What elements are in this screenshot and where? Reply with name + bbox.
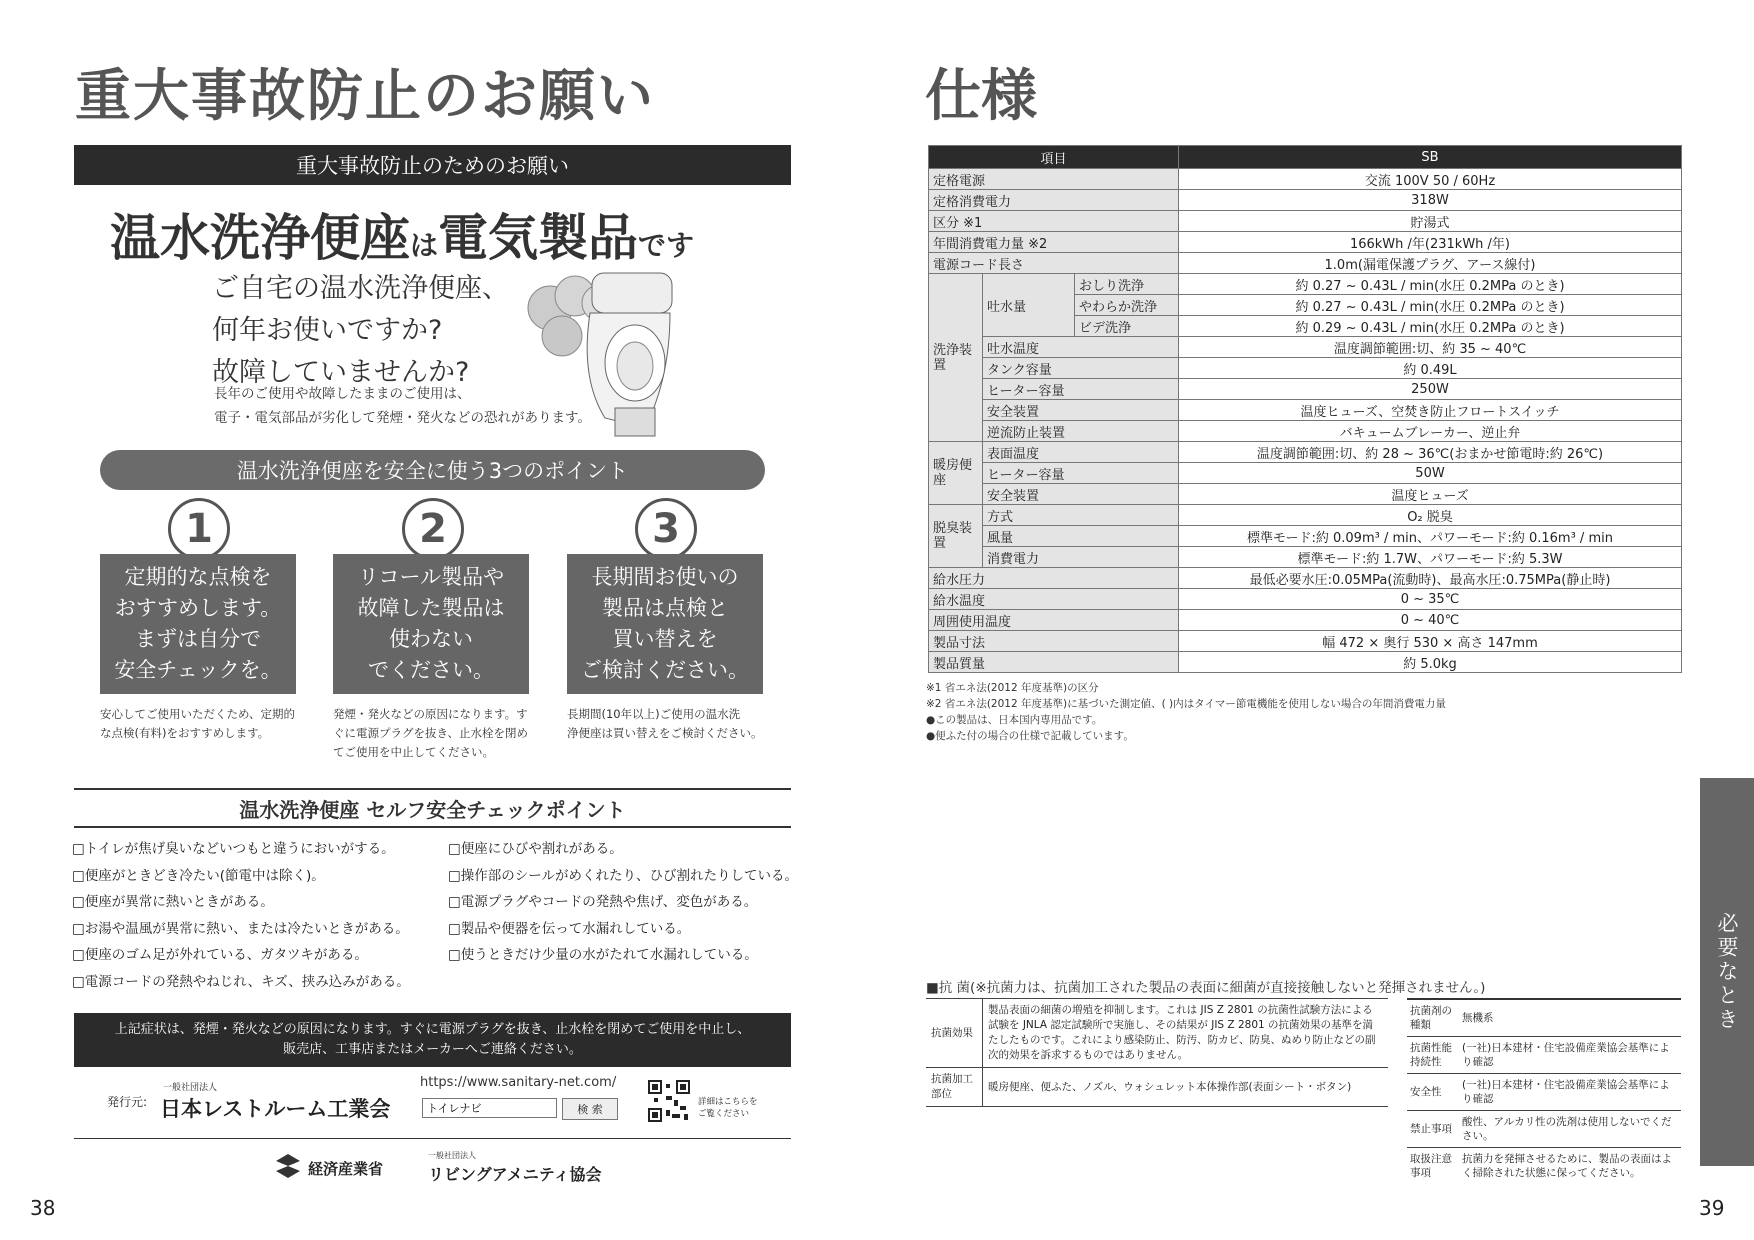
antibac-key: 抗菌効果 bbox=[926, 999, 983, 1068]
question-line: 故障していませんか? bbox=[212, 357, 470, 388]
check-item: □電源プラグやコードの発熱や焦げ、変色がある。 bbox=[448, 894, 758, 910]
check-item: □製品や便器を伝って水漏れしている。 bbox=[448, 920, 691, 937]
antibac-key: 取扱注意事項 bbox=[1410, 1153, 1452, 1179]
point-desc-2 bbox=[333, 705, 528, 762]
antibac-row bbox=[1407, 1148, 1681, 1185]
spec-row bbox=[929, 421, 1682, 442]
spec-row bbox=[929, 463, 1682, 484]
note-line: ※1 省エネ法(2012 年度基準)の区分 bbox=[926, 682, 1099, 694]
point-desc-line: 浄便座は買い替えをご検討ください。 bbox=[567, 726, 763, 740]
spec-value: 318W bbox=[1179, 190, 1682, 211]
spec-row bbox=[929, 442, 1682, 463]
point-desc-line: てご使用を中止してください。 bbox=[333, 745, 494, 759]
spec-row bbox=[929, 526, 1682, 547]
check-item: □便座が異常に熱いときがある。 bbox=[72, 894, 274, 910]
point-line: 故障した製品は bbox=[357, 596, 505, 620]
living-org-type: 一般社団法人 bbox=[428, 1151, 476, 1160]
spec-label: 給水圧力 bbox=[929, 568, 1179, 589]
point-box-3 bbox=[567, 554, 763, 694]
warning-line: 長年のご使用や故障したままのご使用は、 bbox=[214, 386, 471, 402]
spec-value: 約 0.27 ~ 0.43L / min(水圧 0.2MPa のとき) bbox=[1179, 274, 1682, 295]
point-line: 長期間お使いの bbox=[591, 565, 739, 589]
spec-row bbox=[929, 568, 1682, 589]
spec-label: 定格消費電力 bbox=[929, 190, 1179, 211]
check-item: □お湯や温風が異常に熱い、または冷たいときがある。 bbox=[72, 920, 409, 937]
spec-label: 表面温度 bbox=[983, 442, 1179, 463]
spec-value: 交流 100V 50 / 60Hz bbox=[1179, 169, 1682, 190]
spec-label: 風量 bbox=[983, 526, 1179, 547]
point-line: まずは自分で bbox=[135, 627, 261, 651]
point-line: 使わない bbox=[389, 627, 473, 651]
spec-table bbox=[928, 145, 1682, 673]
spec-label: 方式 bbox=[983, 505, 1179, 526]
spec-row bbox=[929, 589, 1682, 610]
spec-value: 約 0.49L bbox=[1179, 358, 1682, 379]
spec-row bbox=[929, 169, 1682, 190]
point-desc-line: 長期間(10年以上)ご使用の温水洗 bbox=[567, 707, 741, 721]
spec-value: 最低必要水圧:0.05MPa(流動時)、最高水圧:0.75MPa(静止時) bbox=[1179, 568, 1682, 589]
spec-sub-spout: 吐水量 bbox=[983, 274, 1075, 337]
antibac-value: 酸性、アルカリ性の洗剤は使用しないでください。 bbox=[1462, 1116, 1672, 1142]
point-desc-line: 発煙・発火などの原因になります。す bbox=[333, 707, 528, 721]
antibac-row bbox=[926, 999, 1388, 1068]
spec-group-heating: 暖房便座 bbox=[929, 442, 983, 505]
search-input[interactable] bbox=[422, 1098, 557, 1118]
search-button-label: 検 索 bbox=[577, 1103, 603, 1116]
spec-label: 周囲使用温度 bbox=[929, 610, 1179, 631]
spec-value: 1.0m(漏電保護プラグ、アース線付) bbox=[1179, 253, 1682, 274]
antibac-row bbox=[1407, 1074, 1681, 1111]
spec-label: 逆流防止装置 bbox=[983, 421, 1179, 442]
spec-row bbox=[929, 400, 1682, 421]
spec-value: 約 0.27 ~ 0.43L / min(水圧 0.2MPa のとき) bbox=[1179, 295, 1682, 316]
org-type: 一般社団法人 bbox=[163, 1083, 218, 1093]
spec-label: 製品質量 bbox=[929, 652, 1179, 673]
spec-label: 吐水温度 bbox=[983, 337, 1179, 358]
antibac-key: 抗菌加工部位 bbox=[926, 1068, 983, 1107]
point-number-1: 1 bbox=[168, 498, 230, 560]
spec-value: 温度ヒューズ、空焚き防止フロートスイッチ bbox=[1179, 400, 1682, 421]
qr-note-line: ご覧ください bbox=[698, 1109, 750, 1119]
spec-value: 250W bbox=[1179, 379, 1682, 400]
spec-row bbox=[929, 547, 1682, 568]
spec-label: 区分 ※1 bbox=[929, 211, 1179, 232]
point-desc-line: な点検(有料)をおすすめします。 bbox=[100, 726, 270, 740]
spec-value: 貯湯式 bbox=[1179, 211, 1682, 232]
spec-row bbox=[929, 652, 1682, 673]
antibac-row bbox=[926, 1068, 1388, 1107]
antibac-key: 抗菌剤の種類 bbox=[1410, 1005, 1452, 1031]
spec-row bbox=[929, 337, 1682, 358]
point-line: リコール製品や bbox=[357, 565, 505, 589]
spec-value: バキュームブレーカー、逆止弁 bbox=[1179, 421, 1682, 442]
spec-row bbox=[929, 190, 1682, 211]
point-line: ご検討ください。 bbox=[581, 658, 749, 682]
spec-label: 安全装置 bbox=[983, 484, 1179, 505]
spec-row bbox=[929, 631, 1682, 652]
points-title-bar: 温水洗浄便座を安全に使う3つのポイント bbox=[100, 450, 765, 490]
spec-row bbox=[929, 610, 1682, 631]
page-title-left: 重大事故防止のお願い bbox=[75, 64, 655, 129]
qr-note-line: 詳細はこちらを bbox=[698, 1097, 758, 1107]
check-item: □トイレが焦げ臭いなどいつもと違うにおいがする。 bbox=[72, 841, 395, 857]
spec-value: 0 ~ 35℃ bbox=[1179, 589, 1682, 610]
spec-header-item: 項目 bbox=[929, 146, 1179, 169]
note-line: ●便ふた付の場合の仕様で記載しています。 bbox=[926, 730, 1134, 742]
spec-row bbox=[929, 253, 1682, 274]
antibac-value: 無機系 bbox=[1462, 1012, 1494, 1024]
self-check-title: 温水洗浄便座 セルフ安全チェックポイント bbox=[74, 788, 791, 828]
contact-line: 上記症状は、発煙・発火などの原因になります。すぐに電源プラグを抜き、止水栓を閉めてご使用を中止し、 bbox=[114, 1022, 751, 1037]
check-item: □便座のゴム足が外れている、ガタツキがある。 bbox=[72, 947, 368, 963]
point-line: 安全チェックを。 bbox=[114, 658, 282, 682]
check-item: □操作部のシールがめくれたり、ひび割れたりしている。 bbox=[448, 867, 798, 884]
warning-line: 電子・電気部品が劣化して発煙・発火などの恐れがあります。 bbox=[214, 410, 591, 426]
contact-line: 販売店、工事店またはメーカーへご連絡ください。 bbox=[283, 1042, 582, 1057]
divider bbox=[74, 1138, 791, 1139]
antibac-row bbox=[1407, 1037, 1681, 1074]
spec-label: ヒーター容量 bbox=[983, 379, 1179, 400]
spec-value: 標準モード:約 0.09m³ / min、パワーモード:約 0.16m³ / min bbox=[1179, 526, 1682, 547]
spec-label: タンク容量 bbox=[983, 358, 1179, 379]
spec-value: O₂ 脱臭 bbox=[1179, 505, 1682, 526]
publisher-label: 発行元: bbox=[107, 1095, 148, 1109]
spec-label: 安全装置 bbox=[983, 400, 1179, 421]
qr-code-icon[interactable] bbox=[648, 1080, 690, 1122]
antibac-row bbox=[1407, 1111, 1681, 1148]
contact-notice-bar bbox=[74, 1013, 791, 1067]
spec-label: やわらか洗浄 bbox=[1075, 295, 1179, 316]
spec-label: 電源コード長さ bbox=[929, 253, 1179, 274]
antibac-value: 製品表面の細菌の増殖を抑制します。これは JIS Z 2801 の抗菌性試験方法による試験を JNLA 認定試験所で実施し、その結果が JIS Z 2801 の抗菌効果の基準を満たしたものです。これにより感染防止、防汚、防カビ、防臭、ぬめり防止などの副次的効果を訴求するものではありません。 bbox=[983, 999, 1389, 1068]
question-block bbox=[212, 268, 509, 394]
check-item: □便座にひびや割れがある。 bbox=[448, 841, 623, 857]
spec-row bbox=[929, 379, 1682, 400]
qr-note bbox=[698, 1096, 758, 1120]
spec-label: おしり洗浄 bbox=[1075, 274, 1179, 295]
spec-label: 消費電力 bbox=[983, 547, 1179, 568]
point-number-3: 3 bbox=[635, 498, 697, 560]
check-item: □電源コードの発熱やねじれ、キズ、挟み込みがある。 bbox=[72, 973, 410, 990]
antibac-key: 禁止事項 bbox=[1410, 1123, 1452, 1135]
spec-row bbox=[929, 358, 1682, 379]
antibac-key: 安全性 bbox=[1410, 1086, 1442, 1098]
search-button[interactable] bbox=[562, 1098, 618, 1120]
antibac-value: (一社)日本建材・住宅設備産業協会基準により確認 bbox=[1462, 1042, 1670, 1068]
point-desc-3 bbox=[567, 705, 763, 743]
website-url[interactable]: https://www.sanitary-net.com/ bbox=[420, 1075, 617, 1090]
question-line: 何年お使いですか? bbox=[212, 315, 443, 346]
spec-label: 給水温度 bbox=[929, 589, 1179, 610]
spec-value: 約 0.29 ~ 0.43L / min(水圧 0.2MPa のとき) bbox=[1179, 316, 1682, 337]
page-number-right: 39 bbox=[1699, 1196, 1725, 1220]
spec-label: 定格電源 bbox=[929, 169, 1179, 190]
publisher-name: 日本レストルーム工業会 bbox=[160, 1097, 391, 1121]
spec-group-deodor: 脱臭装置 bbox=[929, 505, 983, 568]
point-line: 定期的な点検を bbox=[124, 565, 272, 589]
antibac-row bbox=[1407, 999, 1681, 1037]
page-title-right: 仕様 bbox=[925, 64, 1037, 129]
point-line: 製品は点検と bbox=[602, 596, 728, 620]
antibac-key: 抗菌性能持続性 bbox=[1410, 1042, 1452, 1068]
note-line: ※2 省エネ法(2012 年度基準)に基づいた測定値、( )内はタイマー節電機能を使用しない場合の年間消費電力量 bbox=[926, 698, 1446, 710]
point-line: おすすめします。 bbox=[114, 596, 282, 620]
spec-label: 製品寸法 bbox=[929, 631, 1179, 652]
spec-row bbox=[929, 274, 1682, 295]
page-number-left: 38 bbox=[30, 1196, 56, 1220]
spec-row bbox=[929, 232, 1682, 253]
spec-row bbox=[929, 505, 1682, 526]
spec-value: 166kWh /年(231kWh /年) bbox=[1179, 232, 1682, 253]
notice-bar: 重大事故防止のためのお願い bbox=[74, 145, 791, 185]
antibacterial-heading: ■抗 菌(※抗菌力は、抗菌加工された製品の表面に細菌が直接接触しないと発揮されません。) bbox=[926, 980, 1486, 996]
spec-notes bbox=[926, 680, 1446, 744]
smoking-toilet-illustration bbox=[520, 268, 680, 438]
spec-value: 温度ヒューズ bbox=[1179, 484, 1682, 505]
spec-value: 温度調節範囲:切、約 35 ~ 40℃ bbox=[1179, 337, 1682, 358]
spec-label: ヒーター容量 bbox=[983, 463, 1179, 484]
section-tab-side[interactable]: 必要なとき bbox=[1700, 778, 1754, 1166]
headline bbox=[110, 198, 694, 270]
point-desc-line: ぐに電源プラグを抜き、止水栓を閉め bbox=[333, 726, 529, 740]
spec-header-row bbox=[929, 146, 1682, 169]
check-item: □使うときだけ少量の水がたれて水漏れしている。 bbox=[448, 947, 758, 963]
spec-value: 0 ~ 40℃ bbox=[1179, 610, 1682, 631]
headline-part1: 温水洗浄便座 bbox=[110, 209, 410, 267]
headline-part3: 電気製品 bbox=[438, 209, 639, 267]
point-desc-line: 安心してご使用いただくため、定期的 bbox=[100, 707, 296, 721]
question-line: ご自宅の温水洗浄便座、 bbox=[212, 273, 509, 304]
antibac-value: (一社)日本建材・住宅設備産業協会基準により確認 bbox=[1462, 1079, 1670, 1105]
note-line: ●この製品は、日本国内専用品です。 bbox=[926, 714, 1103, 726]
point-line: でください。 bbox=[368, 658, 494, 682]
check-list-right bbox=[448, 836, 798, 969]
point-box-2 bbox=[333, 554, 529, 694]
headline-part4: です bbox=[638, 229, 695, 262]
spec-label: 年間消費電力量 ※2 bbox=[929, 232, 1179, 253]
spec-label: ビデ洗浄 bbox=[1075, 316, 1179, 337]
point-box-1 bbox=[100, 554, 296, 694]
point-line: 買い替えを bbox=[612, 627, 718, 651]
spec-value: 50W bbox=[1179, 463, 1682, 484]
antibac-value: 暖房便座、便ふた、ノズル、ウォシュレット本体操作部(表面シート・ボタン) bbox=[983, 1068, 1389, 1107]
point-desc-1 bbox=[100, 705, 295, 743]
spec-value: 標準モード:約 1.7W、パワーモード:約 5.3W bbox=[1179, 547, 1682, 568]
antibac-value: 抗菌力を発揮させるために、製品の表面はよく掃除された状態に保ってください。 bbox=[1462, 1153, 1672, 1179]
headline-part2: は bbox=[410, 229, 439, 262]
spec-value: 約 5.0kg bbox=[1179, 652, 1682, 673]
meti-logo-icon bbox=[274, 1152, 302, 1180]
spec-value: 温度調節範囲:切、約 28 ~ 36℃(おまかせ節電時:約 26℃) bbox=[1179, 442, 1682, 463]
check-item: □便座がときどき冷たい(節電中は除く)。 bbox=[72, 867, 325, 884]
spec-row bbox=[929, 211, 1682, 232]
spec-value: 幅 472 × 奥行 530 × 高さ 147mm bbox=[1179, 631, 1682, 652]
antibacterial-table-left bbox=[926, 998, 1388, 1107]
meti-name: 経済産業省 bbox=[308, 1160, 384, 1178]
check-list-left bbox=[72, 836, 410, 995]
spec-group-washing: 洗浄装置 bbox=[929, 274, 983, 442]
spec-header-model: SB bbox=[1179, 146, 1682, 169]
living-amenity-name: リビングアメニティ協会 bbox=[428, 1165, 602, 1184]
antibacterial-table-right bbox=[1407, 998, 1681, 1184]
spec-row bbox=[929, 484, 1682, 505]
point-number-2: 2 bbox=[402, 498, 464, 560]
